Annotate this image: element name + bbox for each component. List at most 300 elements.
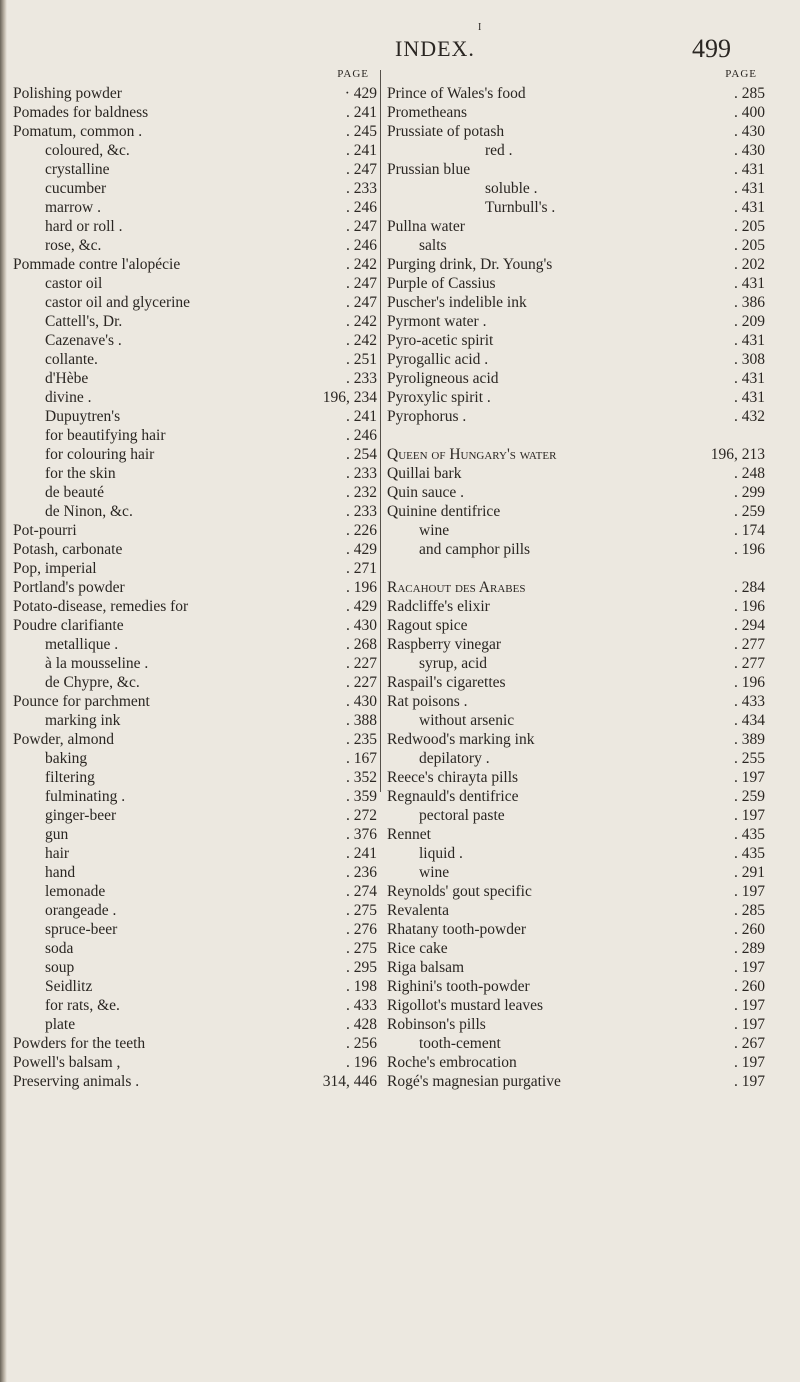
column-divider xyxy=(380,70,381,792)
entry-page: . 431 xyxy=(734,389,765,406)
index-entry xyxy=(13,749,377,768)
entry-page: . 430 xyxy=(346,693,377,710)
entry-text: Prometheans xyxy=(387,104,468,121)
entry-text: Poudre clarifiante xyxy=(13,617,124,634)
index-entry xyxy=(387,901,765,920)
entry-page: . 275 xyxy=(346,902,377,919)
entry-page: . 205 xyxy=(734,218,765,235)
index-entry xyxy=(387,711,765,730)
entry-text: à la mousseline . xyxy=(45,655,149,672)
entry-page: . 256 xyxy=(346,1035,377,1052)
index-entry xyxy=(387,825,765,844)
entry-text: castor oil xyxy=(45,275,103,292)
entry-page: . 284 xyxy=(734,579,765,596)
entry-text: Purging drink, Dr. Young's xyxy=(387,256,553,273)
entry-text: Rennet xyxy=(387,826,431,843)
index-entry xyxy=(13,1015,377,1034)
entry-text: Regnauld's dentifrice xyxy=(387,788,519,805)
index-entry xyxy=(387,103,765,122)
index-entry xyxy=(13,730,377,749)
entry-text: Cattell's, Dr. xyxy=(45,313,123,330)
entry-page: . 260 xyxy=(734,978,765,995)
entry-text: Raspberry vinegar xyxy=(387,636,502,653)
entry-page: . 197 xyxy=(734,1054,765,1071)
entry-page: . 277 xyxy=(734,636,765,653)
right-entries xyxy=(387,84,765,1091)
index-entry xyxy=(13,312,377,331)
entry-page: . 435 xyxy=(734,845,765,862)
entry-page: . 308 xyxy=(734,351,765,368)
index-entry xyxy=(13,635,377,654)
index-entry xyxy=(13,920,377,939)
index-entry xyxy=(13,160,377,179)
entry-page: . 271 xyxy=(346,560,377,577)
entry-text: wine xyxy=(419,522,450,539)
left-page-label: PAGE xyxy=(337,68,369,80)
entry-page: . 254 xyxy=(346,446,377,463)
entry-text: soda xyxy=(45,940,74,957)
entry-text: Rat poisons . xyxy=(387,693,468,710)
index-entry xyxy=(13,236,377,255)
index-entry xyxy=(387,977,765,996)
index-entry xyxy=(387,445,765,464)
entry-text: Pyrmont water . xyxy=(387,313,487,330)
entry-text: for the skin xyxy=(45,465,116,482)
index-entry xyxy=(13,293,377,312)
entry-text: de Ninon, &c. xyxy=(45,503,133,520)
entry-text: ginger-beer xyxy=(45,807,117,824)
entry-text: Pomades for baldness xyxy=(13,104,149,121)
entry-page: . 275 xyxy=(346,940,377,957)
entry-text: Rigollot's mustard leaves xyxy=(387,997,544,1014)
entry-page: . 251 xyxy=(346,351,377,368)
entry-page: . 241 xyxy=(346,142,377,159)
entry-page: . 274 xyxy=(346,883,377,900)
entry-text: fulminating . xyxy=(45,788,126,805)
entry-page: . 226 xyxy=(346,522,377,539)
entry-text: Robinson's pills xyxy=(387,1016,486,1033)
entry-page: . 268 xyxy=(346,636,377,653)
index-entry xyxy=(13,1034,377,1053)
entry-page: . 277 xyxy=(734,655,765,672)
left-column xyxy=(13,68,377,1091)
entry-text: Pounce for parchment xyxy=(13,693,150,710)
entry-text: Reece's chirayta pills xyxy=(387,769,519,786)
entry-text: Portland's powder xyxy=(13,579,125,596)
entry-text: tooth-cement xyxy=(419,1035,501,1052)
entry-page: . 197 xyxy=(734,1016,765,1033)
entry-text: rose, &c. xyxy=(45,237,102,254)
index-entry xyxy=(387,160,765,179)
entry-text: red . xyxy=(485,142,513,159)
entry-text: liquid . xyxy=(419,845,463,862)
header-mark: I xyxy=(478,22,482,33)
index-entry xyxy=(13,901,377,920)
entry-text: salts xyxy=(419,237,447,254)
entry-text: Revalenta xyxy=(387,902,449,919)
entry-page: . 196 xyxy=(734,674,765,691)
entry-page: . 429 xyxy=(346,541,377,558)
entry-page: . 242 xyxy=(346,256,377,273)
entry-page: . 247 xyxy=(346,275,377,292)
index-entry xyxy=(13,217,377,236)
entry-text: plate xyxy=(45,1016,76,1033)
index-entry xyxy=(387,198,765,217)
entry-page: . 197 xyxy=(734,997,765,1014)
entry-page: . 236 xyxy=(346,864,377,881)
index-entry xyxy=(13,806,377,825)
entry-text: Rice cake xyxy=(387,940,448,957)
entry-text: Ragout spice xyxy=(387,617,468,634)
entry-text: Powder, almond xyxy=(13,731,114,748)
entry-page: . 232 xyxy=(346,484,377,501)
entry-page: . 294 xyxy=(734,617,765,634)
entry-page: . 233 xyxy=(346,503,377,520)
entry-page: . 247 xyxy=(346,294,377,311)
entry-text: Radcliffe's elixir xyxy=(387,598,490,615)
entry-text: Pyro-acetic spirit xyxy=(387,332,494,349)
entry-page: . 433 xyxy=(734,693,765,710)
entry-text: cucumber xyxy=(45,180,107,197)
entry-text: for colouring hair xyxy=(45,446,155,463)
entry-page: . 202 xyxy=(734,256,765,273)
entry-text: Seidlitz xyxy=(45,978,93,995)
entry-text: depilatory . xyxy=(419,750,490,767)
entry-text: Raspail's cigarettes xyxy=(387,674,506,691)
entry-text: de beauté xyxy=(45,484,104,501)
entry-page: . 431 xyxy=(734,275,765,292)
entry-text: orangeade . xyxy=(45,902,117,919)
index-entry xyxy=(13,198,377,217)
index-entry xyxy=(13,540,377,559)
index-entry xyxy=(13,977,377,996)
right-page-label: PAGE xyxy=(725,68,757,80)
entry-text: Rhatany tooth-powder xyxy=(387,921,527,938)
index-entry xyxy=(13,445,377,464)
entry-text: collante. xyxy=(45,351,98,368)
entry-page: . 255 xyxy=(734,750,765,767)
entry-page: . 247 xyxy=(346,161,377,178)
entry-text: Pyroligneous acid xyxy=(387,370,499,387)
index-entry xyxy=(387,1034,765,1053)
entry-page: . 299 xyxy=(734,484,765,501)
index-entry xyxy=(387,578,765,597)
entry-text: and camphor pills xyxy=(419,541,531,558)
entry-page: . 227 xyxy=(346,674,377,691)
index-entry xyxy=(387,1072,765,1091)
entry-text: lemonade xyxy=(45,883,106,900)
entry-page: . 435 xyxy=(734,826,765,843)
entry-page: . 431 xyxy=(734,199,765,216)
entry-page: . 431 xyxy=(734,161,765,178)
right-column xyxy=(387,68,765,1091)
entry-text: without arsenic xyxy=(419,712,515,729)
entry-page: . 167 xyxy=(346,750,377,767)
entry-text: Reynolds' gout specific xyxy=(387,883,532,900)
index-entry xyxy=(387,540,765,559)
entry-page: . 197 xyxy=(734,1073,765,1090)
entry-page: . 198 xyxy=(346,978,377,995)
entry-text: de Chypre, &c. xyxy=(45,674,140,691)
entry-text: Pyrogallic acid . xyxy=(387,351,489,368)
index-entry xyxy=(387,312,765,331)
page-number: 499 xyxy=(692,34,731,63)
entry-page: . 276 xyxy=(346,921,377,938)
entry-text: Pot-pourri xyxy=(13,522,77,539)
page-title: INDEX. xyxy=(395,36,475,61)
index-entry xyxy=(387,749,765,768)
index-entry xyxy=(13,844,377,863)
entry-page: . 400 xyxy=(734,104,765,121)
entry-page: . 431 xyxy=(734,332,765,349)
entry-page: . 174 xyxy=(734,522,765,539)
entry-text: Redwood's marking ink xyxy=(387,731,535,748)
entry-text: hair xyxy=(45,845,70,862)
entry-page: . 285 xyxy=(734,85,765,102)
index-entry xyxy=(387,236,765,255)
entry-page: 196, 234 xyxy=(322,389,377,406)
index-entry xyxy=(13,559,377,578)
index-entry xyxy=(13,996,377,1015)
entry-text: Racahout des Arabes xyxy=(387,579,526,596)
index-entry xyxy=(13,103,377,122)
entry-text: hand xyxy=(45,864,76,881)
entry-page: . 241 xyxy=(346,845,377,862)
entry-text: divine . xyxy=(45,389,92,406)
index-entry xyxy=(13,84,377,103)
index-entry xyxy=(13,141,377,160)
entry-page: . 242 xyxy=(346,332,377,349)
index-entry xyxy=(387,122,765,141)
entry-text: soluble . xyxy=(485,180,538,197)
index-entry xyxy=(13,616,377,635)
index-entry xyxy=(387,806,765,825)
entry-text: baking xyxy=(45,750,88,767)
index-entry xyxy=(13,1053,377,1072)
index-entry xyxy=(13,274,377,293)
index-entry xyxy=(13,673,377,692)
entry-text: hard or roll . xyxy=(45,218,123,235)
entry-text: Pommade contre l'alopécie xyxy=(13,256,181,273)
index-entry xyxy=(13,939,377,958)
entry-text: Purple of Cassius xyxy=(387,275,496,292)
entry-page: . 248 xyxy=(734,465,765,482)
entry-text: wine xyxy=(419,864,450,881)
entry-page: . 267 xyxy=(734,1035,765,1052)
entry-text: Pullna water xyxy=(387,218,465,235)
index-entry xyxy=(387,939,765,958)
entry-page: . 429 xyxy=(346,598,377,615)
index-entry xyxy=(387,768,765,787)
entry-page: . 227 xyxy=(346,655,377,672)
entry-page: . 285 xyxy=(734,902,765,919)
entry-text: Quin sauce . xyxy=(387,484,465,501)
entry-page: . 197 xyxy=(734,769,765,786)
entry-page: . 197 xyxy=(734,807,765,824)
index-entry xyxy=(387,635,765,654)
entry-page: . 205 xyxy=(734,237,765,254)
index-entry xyxy=(13,407,377,426)
index-entry xyxy=(387,996,765,1015)
entry-text: coloured, &c. xyxy=(45,142,130,159)
entry-text: castor oil and glycerine xyxy=(45,294,191,311)
index-entry xyxy=(387,730,765,749)
entry-text: Prussiate of potash xyxy=(387,123,505,140)
entry-page: . 241 xyxy=(346,408,377,425)
entry-page: . 196 xyxy=(346,1054,377,1071)
entry-text: Pyroxylic spirit . xyxy=(387,389,491,406)
index-entry xyxy=(13,122,377,141)
index-entry xyxy=(387,863,765,882)
entry-text: for rats, &e. xyxy=(45,997,120,1014)
entry-page: . 430 xyxy=(734,123,765,140)
entry-text: Turnbull's . xyxy=(485,199,556,216)
entry-text: soup xyxy=(45,959,75,976)
index-entry xyxy=(13,597,377,616)
left-entries xyxy=(13,84,377,1091)
entry-text: marrow . xyxy=(45,199,101,216)
index-entry xyxy=(13,179,377,198)
entry-text: d'Hèbe xyxy=(45,370,89,387)
entry-text: Riga balsam xyxy=(387,959,465,976)
index-entry xyxy=(387,464,765,483)
entry-text: syrup, acid xyxy=(419,655,488,672)
entry-page: . 247 xyxy=(346,218,377,235)
entry-page: . 431 xyxy=(734,370,765,387)
entry-page: . 428 xyxy=(346,1016,377,1033)
entry-gap xyxy=(387,426,765,445)
index-entry xyxy=(387,407,765,426)
entry-text: Pyrophorus . xyxy=(387,408,467,425)
entry-page: . 430 xyxy=(734,142,765,159)
index-entry xyxy=(387,844,765,863)
index-entry xyxy=(13,483,377,502)
entry-page: . 245 xyxy=(346,123,377,140)
index-entry xyxy=(387,597,765,616)
index-entry xyxy=(13,502,377,521)
entry-text: gun xyxy=(45,826,69,843)
index-entry xyxy=(13,825,377,844)
entry-page: . 430 xyxy=(346,617,377,634)
entry-page: . 433 xyxy=(346,997,377,1014)
entry-text: marking ink xyxy=(45,712,121,729)
index-entry xyxy=(387,616,765,635)
index-entry xyxy=(13,863,377,882)
index-entry xyxy=(13,882,377,901)
entry-page: . 434 xyxy=(734,712,765,729)
entry-text: spruce-beer xyxy=(45,921,118,938)
index-entry xyxy=(387,673,765,692)
entry-page: . 197 xyxy=(734,883,765,900)
index-entry xyxy=(387,217,765,236)
index-entry xyxy=(13,350,377,369)
entry-page: . 196 xyxy=(734,541,765,558)
entry-page: . 246 xyxy=(346,199,377,216)
index-entry xyxy=(13,711,377,730)
entry-page: . 389 xyxy=(734,731,765,748)
index-entry xyxy=(387,141,765,160)
index-entry xyxy=(13,388,377,407)
entry-text: Queen of Hungary's water xyxy=(387,446,557,463)
entry-text: Dupuytren's xyxy=(45,408,121,425)
entry-page: . 259 xyxy=(734,788,765,805)
entry-page: . 388 xyxy=(346,712,377,729)
entry-page: 314, 446 xyxy=(322,1073,377,1090)
entry-text: Potash, carbonate xyxy=(13,541,123,558)
entry-page: . 289 xyxy=(734,940,765,957)
entry-page: . 432 xyxy=(734,408,765,425)
entry-text: Pomatum, common . xyxy=(13,123,143,140)
index-entry xyxy=(387,388,765,407)
entry-page: . 246 xyxy=(346,237,377,254)
entry-page: · 429 xyxy=(344,85,377,102)
index-entry xyxy=(387,692,765,711)
index-entry xyxy=(13,958,377,977)
index-entry xyxy=(13,521,377,540)
index-entry xyxy=(13,1072,377,1091)
entry-page: . 376 xyxy=(346,826,377,843)
index-entry xyxy=(387,502,765,521)
entry-text: Quillai bark xyxy=(387,465,462,482)
entry-page: . 246 xyxy=(346,427,377,444)
index-entry xyxy=(387,255,765,274)
index-entry xyxy=(387,179,765,198)
entry-text: Polishing powder xyxy=(13,85,122,102)
entry-page: . 359 xyxy=(346,788,377,805)
entry-page: 196, 213 xyxy=(710,446,765,463)
entry-page: . 197 xyxy=(734,959,765,976)
index-entry xyxy=(387,274,765,293)
entry-page: . 431 xyxy=(734,180,765,197)
entry-text: Potato-disease, remedies for xyxy=(13,598,189,615)
entry-text: Quinine dentifrice xyxy=(387,503,501,520)
entry-page: . 196 xyxy=(346,579,377,596)
entry-text: Prussian blue xyxy=(387,161,471,178)
index-entry xyxy=(13,787,377,806)
entry-page: . 233 xyxy=(346,465,377,482)
index-entry xyxy=(13,768,377,787)
entry-text: Prince of Wales's food xyxy=(387,85,526,102)
entry-page: . 242 xyxy=(346,313,377,330)
entry-text: Powders for the teeth xyxy=(13,1035,146,1052)
entry-page: . 352 xyxy=(346,769,377,786)
entry-page: . 241 xyxy=(346,104,377,121)
entry-gap xyxy=(387,559,765,578)
entry-text: Cazenave's . xyxy=(45,332,122,349)
index-entry xyxy=(13,369,377,388)
entry-text: metallique . xyxy=(45,636,119,653)
index-entry xyxy=(13,578,377,597)
index-entry xyxy=(387,350,765,369)
entry-page: . 196 xyxy=(734,598,765,615)
entry-text: pectoral paste xyxy=(419,807,505,824)
entry-text: for beautifying hair xyxy=(45,427,166,444)
index-entry xyxy=(387,654,765,673)
index-entry xyxy=(387,787,765,806)
entry-page: . 291 xyxy=(734,864,765,881)
index-entry xyxy=(13,692,377,711)
index-entry xyxy=(387,331,765,350)
index-entry xyxy=(387,483,765,502)
index-entry xyxy=(387,1053,765,1072)
index-entry xyxy=(13,426,377,445)
index-entry xyxy=(13,654,377,673)
entry-page: . 259 xyxy=(734,503,765,520)
entry-text: filtering xyxy=(45,769,95,786)
entry-page: . 272 xyxy=(346,807,377,824)
index-entry xyxy=(387,920,765,939)
entry-text: Roche's embrocation xyxy=(387,1054,517,1071)
